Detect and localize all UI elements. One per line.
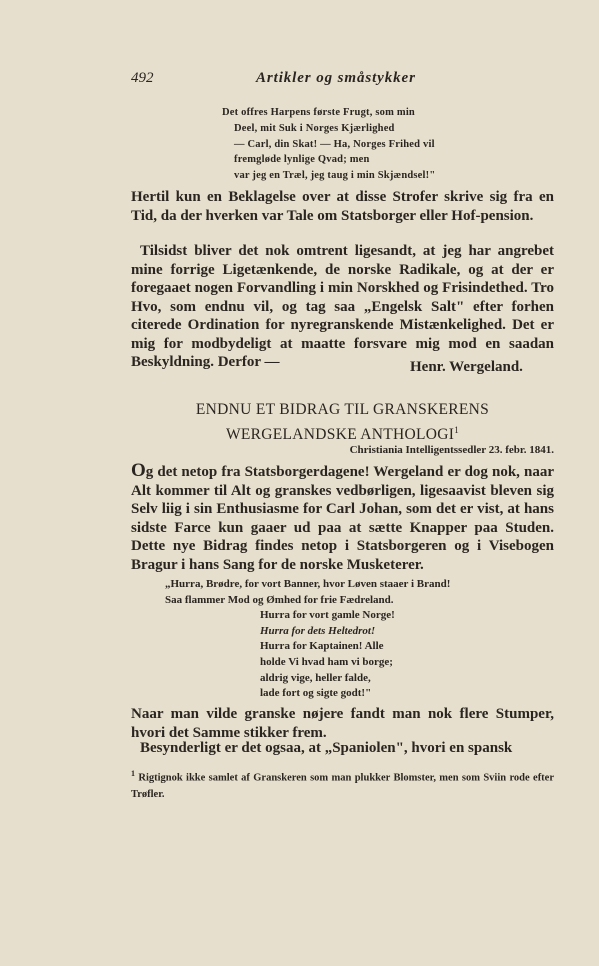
page-number: 492 — [131, 70, 154, 86]
running-title: Artikler og småstykker — [256, 70, 416, 86]
title-line-1: ENDNU ET BIDRAG TIL GRANSKERENS — [195, 401, 490, 418]
paragraph-3 — [131, 462, 554, 574]
footnote — [131, 766, 554, 803]
signature: Henr. Wergeland. — [410, 359, 523, 375]
page-header — [131, 70, 561, 92]
paragraph-1: Hertil kun en Beklagelse over at disse Strofer skrive sig fra en Tid, da der hverken var Tale om Statsborger eller Hof-pension. — [131, 189, 554, 224]
paragraph-4: Naar man vilde granske nøjere fandt man nok flere Stumper, hvori det Samme stikker frem. — [131, 706, 554, 741]
footnote-mark: 1 — [131, 769, 135, 778]
paragraph-3-text: g det netop fra Statsborgerdagene! Wergeland er dog nok, naar Alt kommer til Alt og granskes vedbørligen, ligesaavist bleven sig Selv liig i sin Enthusiasme for Carl Johan, som det er vist, at hans sidste Farce kun gaaer ud paa at sætte Knapper paa Studen. Dette nye Bidrag findes netop i Statsborgeren og i Visebogen Bragur i hans Sang for de norske Musketerer. — [131, 464, 554, 573]
poem-line: „Hurra, Brødre, for vort Banner, hvor Løven staaer i Brand! — [165, 578, 451, 590]
poem-line: Hurra for dets Heltedrot! — [260, 624, 376, 637]
poem-line: Saa flammer Mod og Ømhed for frie Fædreland. — [165, 593, 394, 606]
poem-quote-1 — [222, 105, 435, 184]
title-line-2-text: WERGELANDSKE ANTHOLOGI — [225, 426, 455, 444]
poem-line: — Carl, din Skat! — Ha, Norges Frihed vil — [234, 138, 435, 150]
poem-line: Det offres Harpens første Frugt, som min — [222, 107, 415, 118]
poem-quote-2 — [165, 577, 450, 702]
footnote-text: Rigtignok ikke samlet af Granskeren som man plukker Blomster, men som Sviin rode efter Trøfler. — [131, 772, 555, 800]
paragraph-5: Besynderligt er det ogsaa, at „Spaniolen", hvori en spansk — [140, 740, 513, 756]
poem-line: lade fort og sigte godt!" — [260, 687, 372, 700]
footnote-reference: 1 — [454, 425, 460, 435]
paragraph-2: Tilsidst bliver det nok omtrent ligesandt, at jeg har angrebet mine forrige Ligetænkende, de norske Radikale, og at der er foregaaet nogen Forvandling i min Norskhed og Frisindethed. Tro Hvo, som endnu vil, og tag saa „Engelsk Salt" efter forhen citerede Ordination for nyregranskende Mistænkelighed. Det er mig for modbydeligt at maatte forsvare mig mod en saadan Beskyldning. Derfor — — [131, 243, 554, 370]
article-title — [131, 400, 554, 445]
initial-letter: O — [131, 460, 146, 481]
poem-line: aldrig vige, heller falde, — [260, 671, 371, 684]
poem-line: Deel, mit Suk i Norges Kjærlighed — [234, 122, 395, 134]
title-line-2 — [131, 420, 554, 445]
poem-line: holde Vi hvad ham vi borge; — [260, 655, 393, 668]
poem-line: fremgløde lynlige Qvad; men — [234, 154, 370, 166]
poem-line: var jeg en Træl, jeg taug i min Skjændsel!" — [234, 170, 436, 182]
poem-line: Hurra for vort gamle Norge! — [260, 609, 395, 622]
source-citation: Christiania Intelligentssedler 23. febr. 1841. — [349, 444, 554, 456]
poem-line: Hurra for Kaptainen! Alle — [260, 640, 384, 653]
